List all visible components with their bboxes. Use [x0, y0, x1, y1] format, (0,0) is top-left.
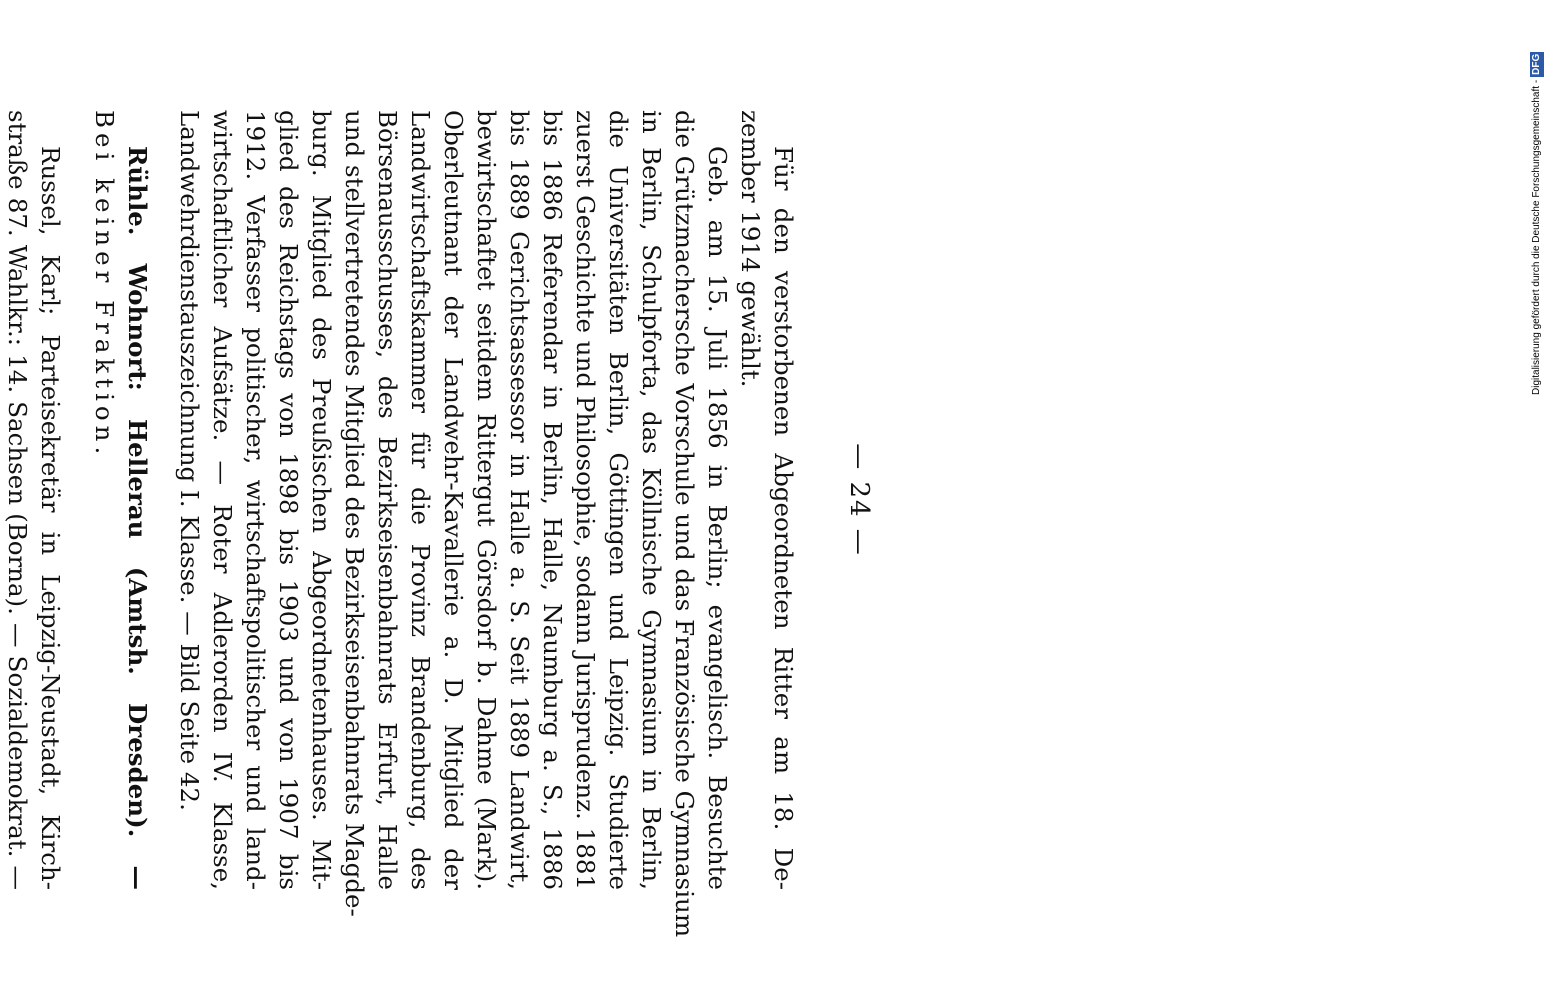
text-line: Börsenausschusses, des Bezirkseisenbahnrats Erfurt, Halle — [373, 110, 402, 890]
biography-paragraph-geb — [173, 110, 734, 938]
intro-paragraph — [734, 110, 800, 890]
text-line: zember 1914 gewählt. — [736, 110, 765, 388]
text-line: Russel, Karl; Parteisekretär in Leipzig-Neustadt, Kirch- — [36, 146, 65, 890]
text-line: und stellvertretendes Mitglied des Bezirkseisenbahnrats Magde- — [340, 110, 369, 917]
text-line: Landwehrdienstauszeichnung I. Klasse. — Bild Seite 42. — [175, 110, 204, 811]
text-line: Oberleutnant der Landwehr-Kavallerie a. D. Mitglied der — [439, 110, 468, 890]
text-line: 1912. Verfasser politischer, wirtschaftspolitischer und land- — [241, 110, 270, 890]
text-line: glied des Reichstags von 1898 bis 1903 und von 1907 bis — [274, 110, 303, 890]
text-line: zuerst Geschichte und Philosophie, sodann Jurisprudenz. 1881 — [571, 110, 600, 890]
text-line: die Grützmachersche Vorschule und das Französische Gymnasium — [670, 110, 699, 938]
digitization-credit — [1528, 5, 1544, 395]
text-line: bis 1889 Gerichtsassessor in Halle a. S. Seit 1889 Landwirt, — [505, 110, 534, 890]
rotated-document-page — [3, 110, 882, 938]
text-line: die Universitäten Berlin, Göttingen und Leipzig. Studierte — [604, 110, 633, 890]
text-line: bis 1886 Referendar in Berlin, Halle, Naumburg a. S., 1886 — [538, 110, 567, 890]
text-line: burg. Mitglied des Preußischen Abgeordnetenhauses. Mit- — [307, 110, 336, 890]
text-line: straße 87. Wahlkr.: 14. Sachsen (Borna). — Sozialdemokrat. — — [3, 110, 32, 890]
text-line: Landwirtschaftskammer für die Provinz Brandenburg, des — [406, 110, 435, 890]
entry-russel — [0, 110, 67, 890]
text-line: Bei keiner Fraktion. — [90, 110, 119, 460]
entry-ruehle — [88, 110, 154, 890]
text-line: bewirtschaftet seitdem Rittergut Görsdorf b. Dahme (Mark). — [472, 110, 501, 890]
text-line — [0, 110, 1, 890]
text-line: in Berlin, Schulpforta, das Köllnische Gymnasium in Berlin, — [637, 110, 666, 890]
page-number: — 24 — — [844, 443, 874, 557]
dfg-logo: DFG — [1531, 53, 1542, 75]
text-line: Für den verstorbenen Abgeordneten Ritter am 18. De- — [769, 146, 798, 890]
text-line: Rühle. Wohnort: Hellerau (Amtsh. Dresden). — — [123, 146, 152, 890]
text-line: wirtschaftlicher Aufsätze. — Roter Adlerorden IV. Klasse, — [208, 110, 237, 890]
text-line: Geb. am 15. Juli 1856 in Berlin; evangelisch. Besuchte — [703, 146, 732, 890]
digitization-credit-text: Digitalisierung gefördert durch die Deutsche Forschungsgemeinschaft - — [1531, 79, 1542, 395]
